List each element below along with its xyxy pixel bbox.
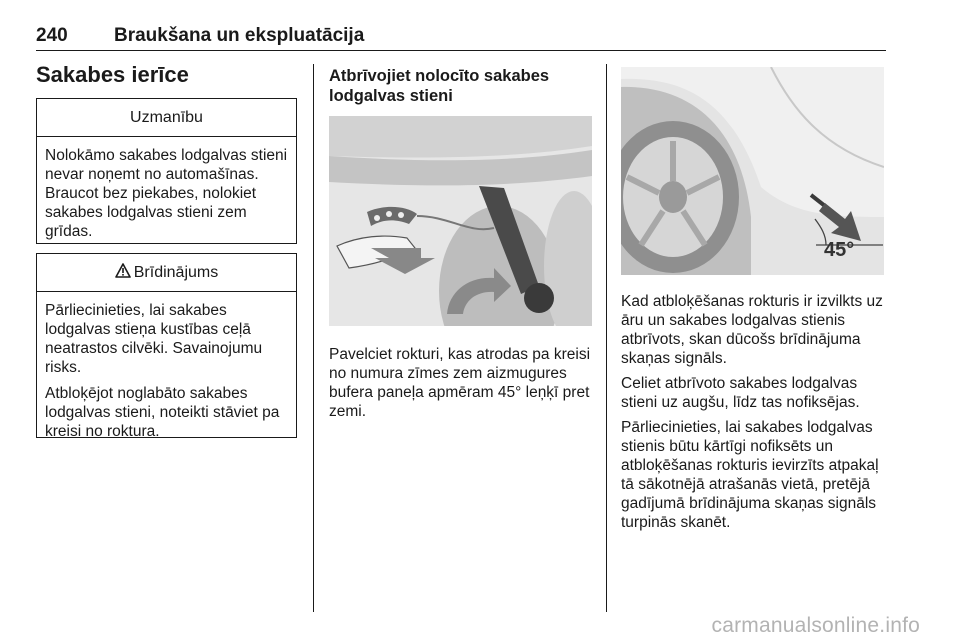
warning-box bbox=[36, 253, 297, 438]
column-divider-1 bbox=[313, 64, 314, 612]
instruction-paragraph-1: Kad atbloķēšanas rokturis ir izvilkts uz āru un sakabes lodgalvas stienis atbrīvots, skan dūcošs brīdinājuma skaņas signāls. bbox=[621, 293, 883, 367]
warning-paragraph-1: Pārliecinieties, lai sakabes lodgalvas stieņa kustības ceļā neatrastos cilvēki. Savainojumu risks. bbox=[45, 302, 263, 376]
release-handle-illustration bbox=[329, 116, 592, 326]
release-instruction-text: Pavelciet rokturi, kas atrodas pa kreisi no numura zīmes zem aizmugures bufera paneļa apmēram 45° leņķī pret zemi. bbox=[329, 346, 591, 420]
page-header bbox=[36, 24, 886, 51]
warning-triangle-icon bbox=[115, 263, 131, 282]
caution-box bbox=[36, 98, 297, 244]
tow-bar-45-degree-illustration bbox=[621, 67, 884, 275]
warning-paragraph-2: Atbloķējot noglabāto sakabes lodgalvas stieni, noteikti stāviet pa kreisi no roktura. bbox=[45, 385, 280, 440]
section-heading: Sakabes ierīce bbox=[36, 62, 189, 87]
angle-label: 45° bbox=[824, 239, 855, 261]
subsection-heading: Atbrīvojiet nolocīto sakabes lodgalvas stieni bbox=[329, 67, 550, 105]
warning-heading: Brīdinājums bbox=[133, 263, 219, 281]
warning-body bbox=[37, 292, 296, 449]
caution-heading: Uzmanību bbox=[37, 99, 296, 137]
caution-text: Nolokāmo sakabes lodgalvas stieni nevar noņemt no automašīnas. Braucot bez piekabes, nolokiet sakabes lodgalvas stieni zem grīdas. bbox=[45, 147, 288, 240]
lift-instructions bbox=[621, 292, 889, 538]
column-divider-2 bbox=[606, 64, 607, 612]
release-instruction bbox=[329, 345, 594, 427]
page-number: 240 bbox=[36, 25, 68, 46]
warning-heading-row bbox=[37, 254, 296, 292]
section-title: Braukšana un ekspluatācija bbox=[114, 25, 365, 46]
instruction-paragraph-3: Pārliecinieties, lai sakabes lodgalvas stienis būtu kārtīgi nofiksēts un atbloķēšanas rokturis ievirzīts atpakaļ tā sākotnējā atrašanās vietā, pretējā gadījumā brīdinājuma skaņas signāls turpinās skanēt. bbox=[621, 419, 879, 531]
instruction-paragraph-2: Celiet atbrīvoto sakabes lodgalvas stieni uz augšu, līdz tas nofiksējas. bbox=[621, 375, 860, 411]
caution-body bbox=[37, 137, 296, 249]
watermark: carmanualsonline.info bbox=[711, 614, 920, 637]
